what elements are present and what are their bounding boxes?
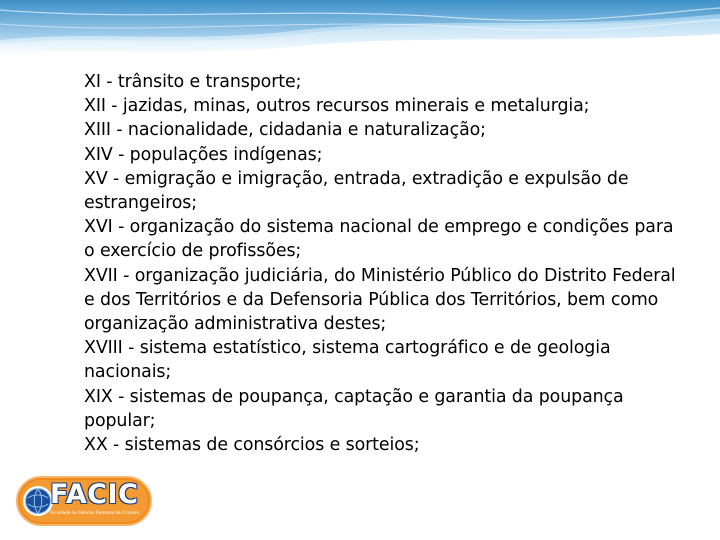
list-item: XVIII - sistema estatístico, sistema cartográfico e de geologia nacionais; bbox=[84, 338, 611, 383]
list-item: XVII - organização judiciária, do Ministério Público do Distrito Federal e dos Territórios e da Defensoria Pública dos Territórios, bem como organização administrativa destes; bbox=[84, 265, 676, 335]
list-item: XI - trânsito e transporte; bbox=[84, 72, 302, 92]
list-item: XVI - organização do sistema nacional de emprego e condições para o exercício de profissões; bbox=[84, 217, 674, 262]
list-item: XII - jazidas, minas, outros recursos minerais e metalurgia; bbox=[84, 96, 590, 117]
list-item: XIII - nacionalidade, cidadania e naturalização; bbox=[84, 120, 486, 141]
list-item: XIX - sistemas de poupança, captação e garantia da poupança popular; bbox=[84, 386, 624, 431]
header-wave-banner bbox=[0, 0, 720, 68]
facic-logo bbox=[16, 476, 152, 526]
list-item: XX - sistemas de consórcios e sorteios; bbox=[84, 435, 420, 456]
list-item: XV - emigração e imigração, entrada, extradição e expulsão de estrangeiros; bbox=[84, 168, 629, 214]
constitution-items-list bbox=[84, 70, 684, 457]
logo-wordmark: FACIC bbox=[50, 479, 139, 510]
list-item: XIV - populações indígenas; bbox=[84, 144, 323, 165]
logo-tagline: Faculdade de Ciências Humanas de Cruzeiro bbox=[50, 510, 139, 515]
